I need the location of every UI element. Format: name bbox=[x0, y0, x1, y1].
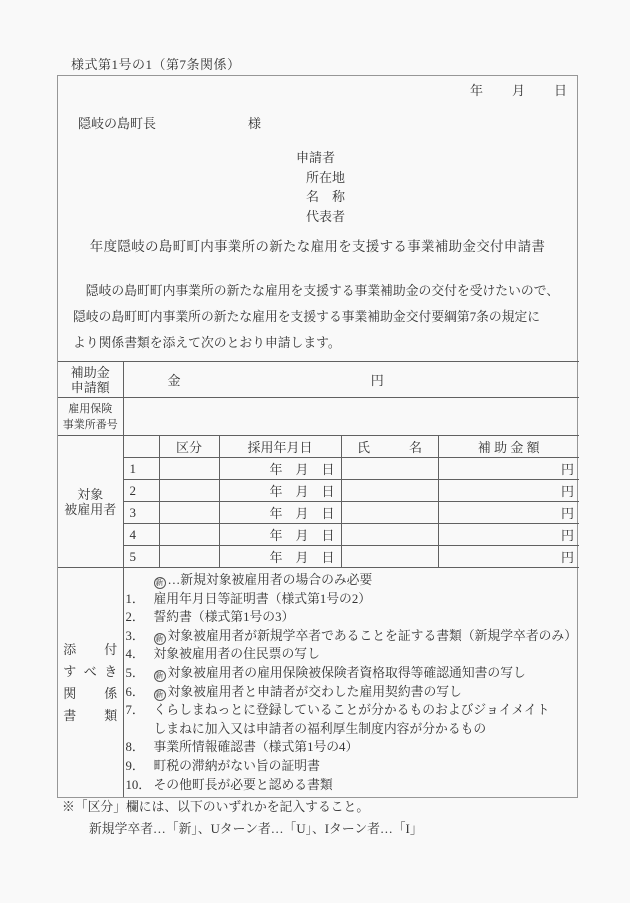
employees-label: 対象 被雇用者 bbox=[58, 436, 123, 568]
new-employee-mark-icon: 新 bbox=[155, 689, 164, 699]
applicant-fields bbox=[306, 168, 345, 227]
amount-field: 円 bbox=[438, 480, 579, 502]
amount-unit: 円 bbox=[370, 373, 384, 388]
amount-field: 円 bbox=[438, 502, 579, 524]
attachment-item: 1． 雇用年月日等証明書（様式第1号の2） bbox=[125, 591, 372, 606]
form-code: 様式第1号の1（第7条関係） bbox=[71, 57, 241, 72]
kubun-footnote bbox=[62, 796, 423, 840]
statement-line-3: より関係書類を添えて次のとおり申請します。 bbox=[73, 336, 341, 350]
col-header-kubun: 区分 bbox=[159, 436, 219, 458]
applicant-label: 申請者 bbox=[296, 150, 336, 165]
name-field bbox=[341, 524, 438, 546]
representative-label: 代表者 bbox=[306, 208, 346, 224]
row-number: 4 bbox=[123, 524, 159, 546]
attachment-item: 5． 新 対象被雇用者の雇用保険被保険者資格取得等確認通知書の写し bbox=[125, 665, 526, 680]
amount-field: 円 bbox=[438, 458, 579, 480]
employee-row bbox=[58, 458, 579, 480]
name-field bbox=[341, 480, 438, 502]
kubun-field bbox=[159, 524, 219, 546]
new-employee-mark-icon: 新 bbox=[155, 633, 164, 643]
applicant-block bbox=[296, 148, 345, 226]
employee-row bbox=[58, 480, 579, 502]
attachment-item: 10． その他町長が必要と認める書類 bbox=[125, 777, 333, 792]
attachment-item: 4． 対象被雇用者の住民票の写し bbox=[125, 647, 320, 662]
name-label: 名 称 bbox=[306, 189, 346, 204]
employment-insurance-row bbox=[58, 398, 579, 436]
kubun-field bbox=[159, 502, 219, 524]
hire-date-field: 年 月 日 bbox=[219, 480, 341, 502]
addressee-line bbox=[78, 113, 261, 132]
footnote-line-2: 新規学卒者…「新」、Uターン者…「U」、Iターン者…「I」 bbox=[89, 822, 423, 836]
attachments-note: 新 …新規対象被雇用者の場合のみ必要 bbox=[155, 573, 373, 587]
row-number: 1 bbox=[123, 458, 159, 480]
employee-row bbox=[58, 524, 579, 546]
attachments-label: 添 付 す べ き 関 係 書 類 bbox=[58, 568, 123, 798]
amount-prefix: 金 bbox=[167, 373, 181, 388]
col-header-name: 氏 名 bbox=[341, 436, 438, 458]
application-table bbox=[58, 361, 579, 797]
attachment-item: 6． 新 対象被雇用者と申請者が交わした雇用契約書の写し bbox=[125, 684, 462, 699]
row-number: 2 bbox=[123, 480, 159, 502]
honorific: 様 bbox=[248, 116, 262, 131]
attachment-item: 2． 誓約書（様式第1号の3） bbox=[125, 610, 295, 625]
form-border-box bbox=[57, 75, 578, 798]
name-field bbox=[341, 502, 438, 524]
subsidy-amount-label: 補助金 申請額 bbox=[58, 362, 123, 398]
amount-field: 円 bbox=[438, 546, 579, 568]
date-blank-line: 年 月 日 bbox=[469, 83, 568, 98]
employee-row bbox=[58, 546, 579, 568]
addressee-name: 隠岐の島町長 bbox=[78, 116, 157, 131]
kubun-field bbox=[159, 458, 219, 480]
form-top-section bbox=[58, 76, 577, 361]
application-statement bbox=[73, 278, 567, 356]
statement-line-1: 隠岐の島町町内事業所の新たな雇用を支援する事業補助金の交付を受けたいので、 bbox=[73, 284, 560, 298]
col-header-hire-date: 採用年月日 bbox=[219, 436, 341, 458]
employee-table-header bbox=[58, 436, 579, 458]
kubun-field bbox=[159, 546, 219, 568]
name-field bbox=[341, 458, 438, 480]
amount-field: 円 bbox=[438, 524, 579, 546]
employment-insurance-label: 雇用保険 事業所番号 bbox=[58, 398, 123, 436]
employment-insurance-field bbox=[123, 398, 579, 436]
new-employee-mark-icon: 新 bbox=[155, 670, 164, 680]
hire-date-field: 年 月 日 bbox=[219, 502, 341, 524]
attachments-row bbox=[58, 568, 579, 798]
subsidy-amount-row bbox=[58, 362, 579, 398]
row-number: 3 bbox=[123, 502, 159, 524]
name-field bbox=[341, 546, 438, 568]
col-header-amount: 補 助 金 額 bbox=[438, 436, 579, 458]
attachment-item-continuation: しまねに加入又は申請者の福利厚生制度内容が分かるもの bbox=[153, 721, 487, 736]
new-employee-mark-icon: 新 bbox=[155, 578, 164, 587]
footnote-line-1: ※「区分」欄には、以下のいずれかを記入すること。 bbox=[62, 800, 370, 814]
attachment-item: 7． くらしまねっとに登録していることが分かるものおよびジョイメイト bbox=[125, 703, 550, 718]
attachment-item: 3． 新 対象被雇用者が新規学卒者であることを証する書類（新規学卒者のみ） bbox=[125, 628, 577, 643]
address-label: 所在地 bbox=[306, 169, 346, 185]
hire-date-field: 年 月 日 bbox=[219, 546, 341, 568]
document-title: 年度隠岐の島町町内事業所の新たな雇用を支援する事業補助金交付申請書 bbox=[89, 239, 546, 254]
hire-date-field: 年 月 日 bbox=[219, 524, 341, 546]
statement-line-2: 隠岐の島町町内事業所の新たな雇用を支援する事業補助金交付要綱第7条の規定に bbox=[73, 310, 541, 324]
employee-row bbox=[58, 502, 579, 524]
row-number: 5 bbox=[123, 546, 159, 568]
kubun-field bbox=[159, 480, 219, 502]
attachment-item: 8． 事業所情報確認書（様式第1号の4） bbox=[125, 740, 359, 755]
hire-date-field: 年 月 日 bbox=[219, 458, 341, 480]
subsidy-amount-field bbox=[123, 362, 579, 398]
attachments-list bbox=[123, 568, 579, 798]
col-header-blank bbox=[123, 436, 159, 458]
attachment-item: 9． 町税の滞納がない旨の証明書 bbox=[125, 758, 320, 773]
